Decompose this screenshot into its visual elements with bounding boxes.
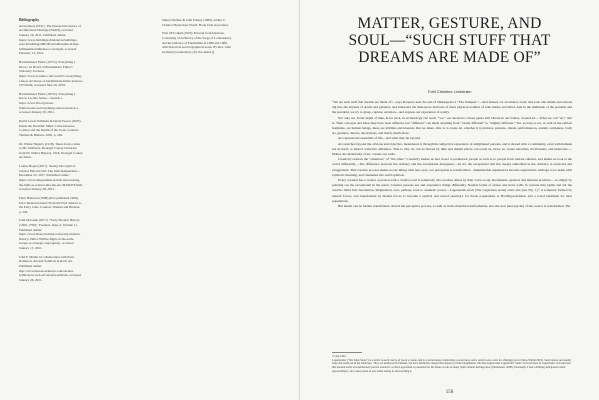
- body-paragraph: Not only we. In the depth of time, in far back, in archaeology can teach, “we,” our ancestors, whose genes still vibrate in our bodies, created art.—What we call “art,” that is. Their concepts and ideas may have been different, but “different” can mean anything from “totally different” to “slightly different.” Yet, as long as we, as well as the earliest hominins, are human beings, there are abilities and interests that we share. One is to create art, whether it is pictures, patterns, rituals, performances, sounds, sculptures, body art, gestures, dances, decorations, and much, much more.: [332, 115, 572, 136]
- bibliography-column-1: [19, 18, 83, 287]
- bibliography-entry: Wm. M'Corkell (1823). Excerpt from Derriana, Consisting of A History of the Siege of Londonderry and the Defence of Enniskillen in 1688 and 1689, with historical and biographical notes. By Rev. John Graham (Londonderry [for the author]).: [162, 31, 232, 54]
- bibliography-entry: Anonymous (2011). The National Inventory of Architectural Heritage (NIAH), recorded January 19, 2011. Published online: https://www.buildingsofireland.ie/buildings-search/building/40814014/ballinaskin-bridge-ballinaskin-ballinalee-co-donegal, accessed February 13, 2021.: [19, 23, 81, 56]
- footnote-rule: [332, 352, 362, 353]
- bibliography-column-2: [162, 18, 234, 59]
- chapter-author: Torill Christine Lindstrøm: [427, 89, 472, 94]
- bibliography-heading: Bibliography: [19, 18, 40, 22]
- body-paragraph: Art stretches beyond the obvious and objective, meanderers it through the subjective experience of enlightened persons, and is shared with a community, even with humans not in itself, or shared collective ambience. That is why we can be moved by time and distant places can touch us, move us, create emotions, motivations, and memories.—Matter, the materiality of art, creates our souls.: [332, 141, 572, 157]
- footnote: Lagerstrønet (‘The Saint Stone’) is a sarsli. A sarsli can be of wood or stone, and is a sacred object, indicating a sacred area, and a sarsli is also a site for offerings (as for Spire-Wildlé 2001). Sarsli stones are usually large and stand out in the landscape. They are unshaped by humans, but have distinctive shapes that appear to invite imagination. The Norwegian man Lagerström ‘Saint’ was born here in Lagerstrøm. A stories that this modern sarsli was deliberately moved around it, so that Lagerstrøm is presented for the future as one of many Saint cultural heritage sites (Thomassen, 2008). Personally, I feel a thrilling anticipation when approaching it, and a deep sense of awe when seeing it, and touching it.: [332, 358, 572, 373]
- bibliography-entry: Peter Harbison (1998) [first published 1966]. Pre-Christian Ireland: From the First Settlers to the Early Celts. London: Thames and Hudson, p. 226.: [19, 195, 82, 214]
- chapter-title-line: DREAMS ARE MADE OF”: [358, 49, 541, 66]
- body-paragraph: Art captures the essentials of life—and what may lie beyond.: [338, 136, 421, 141]
- bibliography-entry: Backelsmeier Fuller (1977a). Everything I Know: 42 Hours of Backminster Fuller's Visionary Lectures. https://www.youtube.com/watch?v=everything-i-know-42-hours-of-buckminster-fuller-lectures-1975.html, accessed June 29, 2019.: [19, 60, 83, 88]
- bibliography-entry: Simon Welfare & John Fairley (1980). Arthur C. Clarke's Mysterious World. Book Club Associates.: [162, 18, 229, 27]
- bibliography-entry: John McGrath (2017). "Early Modern History (1500–1700)", Features, Issue 4, Volume 11. Published online: https://www.historyireland.com/early-modern-history-1500-1700/the-flight-of-the-earls-escape-or-strategic-regrouping/, accessed January 17, 2021.: [19, 218, 81, 251]
- body-paragraph: “We are such stuff that dreams are made of”—says Prospero near the end of Shakespeare’s “The Tempest.”—And indeed, we are matter, body, and soul. Our minds and actions dig into the abysses of atoms and galaxies, and transcend the time-space horizons of mere physical realities of both matter and mind. And in the multitude of the possible and the potential, we try to grasp, capture, envision—and express our experience of reality.: [332, 100, 572, 115]
- footnote: ¹ Lang 1942.: [332, 355, 347, 358]
- body-paragraph: But matter can be further transformed. And in the perceptive process, as well as in the material transformation, also the soul (and psyche) of the creator is transformed. The: [338, 204, 571, 209]
- footnotes: [332, 355, 572, 374]
- chapter-body: [332, 100, 572, 209]
- bibliography-entry: Dr. Walter Hegarty (1918). Taken from a letter to Mr. McIntyre, Donegal County Librarian from Dr. Walter Hegarty, 1918, Donegal County Archives.: [19, 141, 83, 160]
- chapter-title-line: SOUL—“SUCH STUFF THAT: [348, 32, 551, 49]
- bibliography-entry: Louise Hogan (2017). Seeing The Light as Science Hits the Net: The Irish Independent—December 22, 2017. Published online: https://www.independent.ie/irish-news/seeing-the-light-as-science-hits-the-net-36430476.html, accessed January 28, 2021.: [19, 164, 83, 192]
- chapter-title-line: MATTER, GESTURE, AND: [357, 15, 542, 32]
- body-paragraph: Every creation has a creator. A person with a creative soul is somebody who touches others by their voice, body, movements, gestures and material products,—or simply by pointing out the exceptional in the usual. Creative persons see and experience things differently. Natural forms of stones and stone walls in caverns may ignite and stir the creative mind into fascination, imagination, awe, perhaps even to aesthetic power.—Lagerstrøm stroll (The Lagerstein stone) stone site (see Fig. 1).¹ A sculpture formed by natural forces, and transformed by mental forces to become a symbol and sacred sanctuary for Stone populations at Holdingwestdalen, and a loved landmark for later populations.: [332, 178, 572, 203]
- body-paragraph: Creativity reduces the “otherness” of “the other.” Creativity makes us feel closer to prehistoric people as well as to people from remote cultures, and makes us look at the world differently.—The difference between the ordinary and the exceptional disappears.—In art, the exceptional that lies deeply embedded in the ordinary, is extracted and exaggerated. This creative process makes us see things with new eyes, our perception is transformed.—Innumerable experiences become expressions, heritage to be laden with symbolic meaning, and channeled into solid symbols.: [332, 157, 572, 177]
- bibliography-entry: John F. Muller in collaboration with Peter Robinson, Ancient Symbols in Rock Art. Published online: http://www.blasoncatalunya.com/ancient-symbols-in-rock-art/ancient-symbols, accessed January 26, 2021.: [19, 254, 81, 282]
- bibliography-entry: David Lewis-Williams & David Pearce (2005). Inside the Neolithic Mind: Consciousness, Cosmos and the Realm of the Gods. London: Thames & Hudson, 2005, p. 226.: [19, 119, 82, 137]
- bibliography-entry: Backelsmeier Fuller (1975b). Everything I Know Lecture Series—Session 1. https://www.bfi.org/about-fuller/resources/everything-i-know/session-1, accessed January 28, 2021.: [19, 91, 79, 115]
- page-number: 156: [445, 390, 454, 395]
- chapter-title: [300, 15, 599, 66]
